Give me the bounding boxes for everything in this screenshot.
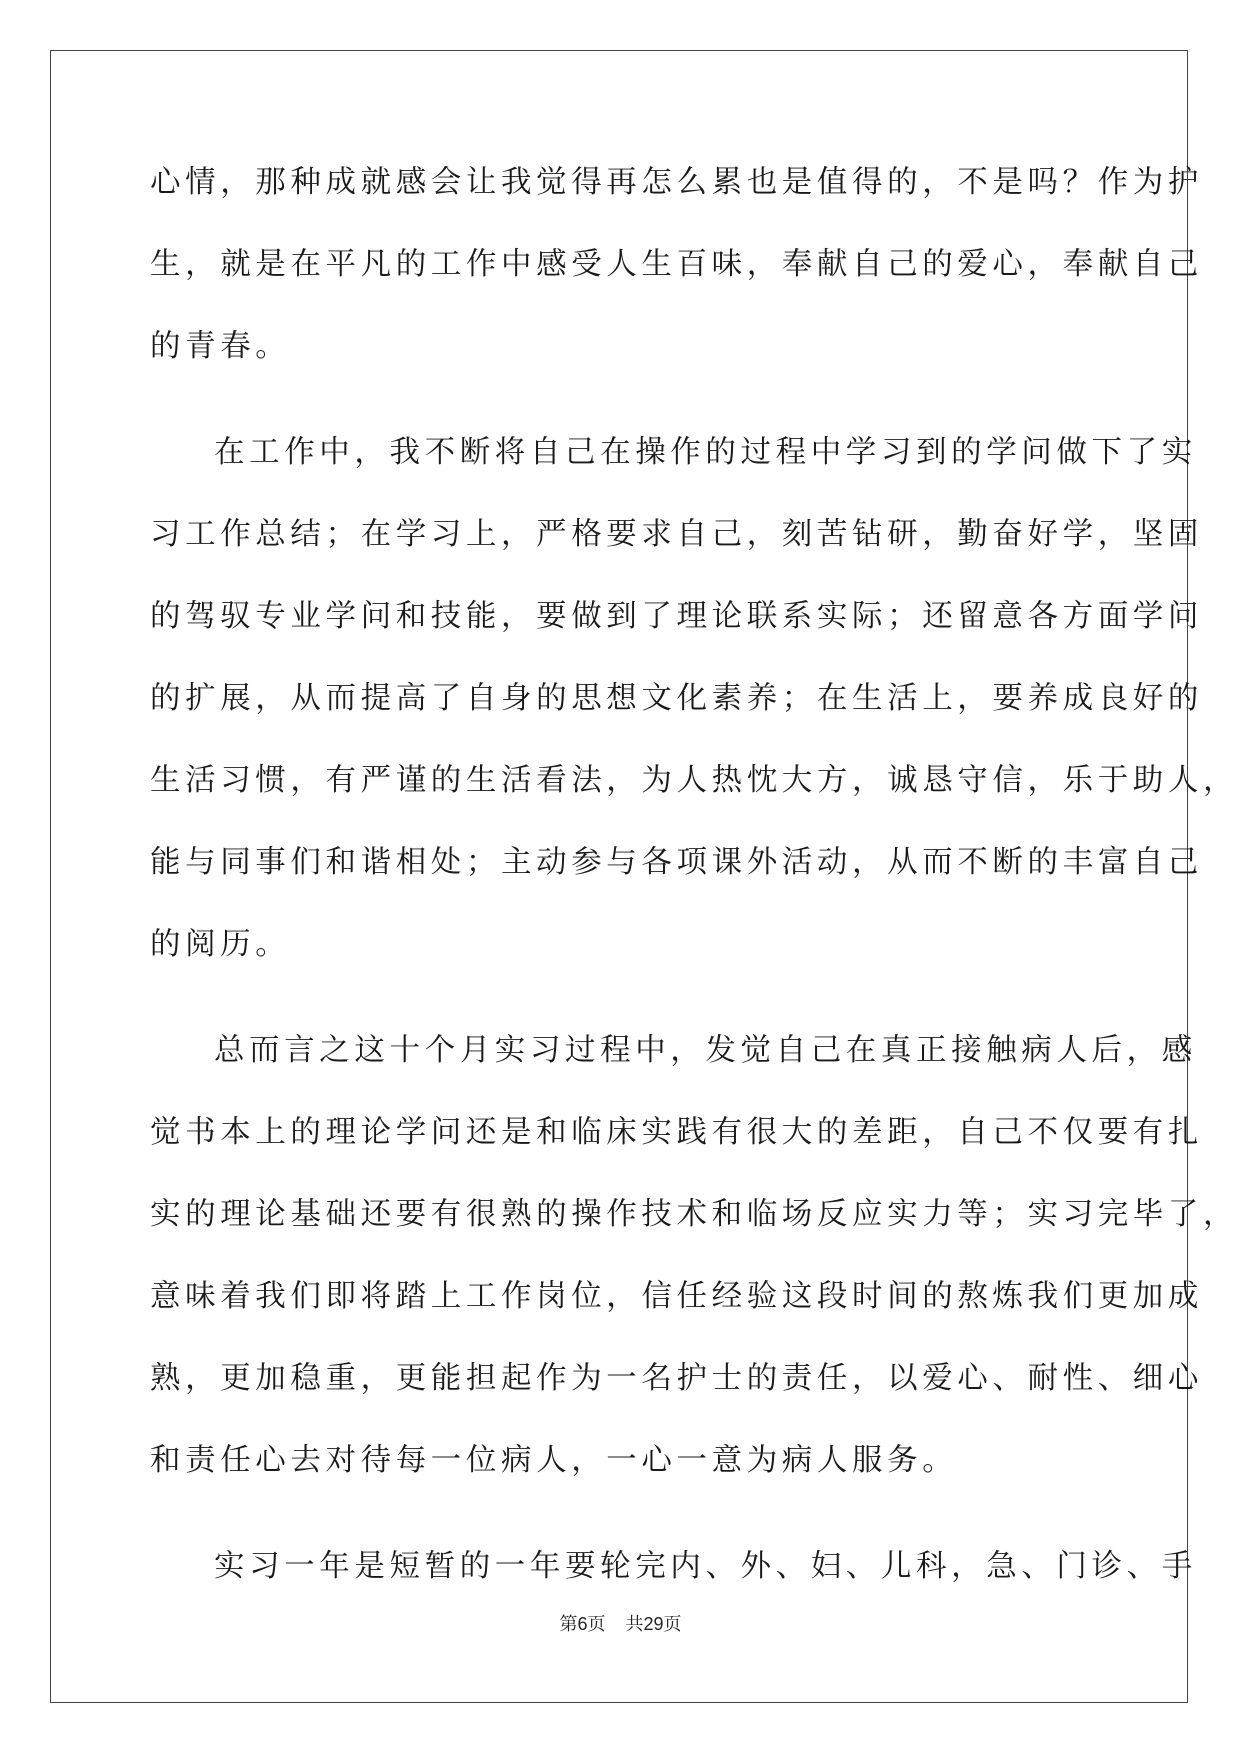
text-line: 总而言之这十个月实习过程中，发觉自己在真正接触病人后，感 xyxy=(214,1033,1197,1068)
page-suffix: 页 xyxy=(587,1614,606,1635)
total-suffix: 页 xyxy=(663,1614,682,1635)
text-line: 实的理论基础还要有很熟的操作技术和临场反应实力等；实习完毕了， xyxy=(150,1197,1239,1232)
text-line: 觉书本上的理论学问还是和临床实践有很大的差距，自己不仅要有扎 xyxy=(150,1115,1203,1150)
text-line: 熟，更加稳重，更能担起作为一名护士的责任，以爱心、耐性、细心 xyxy=(150,1361,1203,1396)
text-line: 和责任心去对待每一位病人，一心一意为病人服务。 xyxy=(150,1443,958,1478)
page-footer xyxy=(0,1610,1241,1636)
text-line: 的青春。 xyxy=(150,329,291,364)
paragraph-2 xyxy=(150,426,1239,1000)
page-number: 6 xyxy=(577,1614,588,1634)
text-line: 的扩展，从而提高了自身的思想文化素养；在生活上，要养成良好的 xyxy=(150,681,1203,716)
text-line: 能与同事们和谐相处；主动参与各项课外活动，从而不断的丰富自己 xyxy=(150,845,1203,880)
text-line: 意味着我们即将踏上工作岗位，信任经验这段时间的熬炼我们更加成 xyxy=(150,1279,1203,1314)
text-line: 的驾驭专业学问和技能，要做到了理论联系实际；还留意各方面学问 xyxy=(150,599,1203,634)
text-line: 生，就是在平凡的工作中感受人生百味，奉献自己的爱心，奉献自己 xyxy=(150,247,1203,282)
text-line: 的阅历。 xyxy=(150,927,291,962)
text-line: 在工作中，我不断将自己在操作的过程中学习到的学问做下了实 xyxy=(214,435,1197,470)
text-line: 生活习惯，有严谨的生活看法，为人热忱大方，诚恳守信，乐于助人， xyxy=(150,763,1239,798)
page-prefix: 第 xyxy=(559,1614,578,1635)
text-line: 实习一年是短暂的一年要轮完内、外、妇、儿科，急、门诊、手 xyxy=(214,1549,1197,1584)
text-line: 心情，那种成就感会让我觉得再怎么累也是值得的，不是吗？作为护 xyxy=(150,165,1203,200)
total-prefix: 共 xyxy=(625,1614,644,1635)
document-body xyxy=(150,156,1239,1622)
paragraph-3 xyxy=(150,1024,1239,1516)
text-line: 习工作总结；在学习上，严格要求自己，刻苦钻研，勤奋好学，坚固 xyxy=(150,517,1203,552)
paragraph-1 xyxy=(150,156,1203,402)
total-pages: 29 xyxy=(643,1614,664,1634)
